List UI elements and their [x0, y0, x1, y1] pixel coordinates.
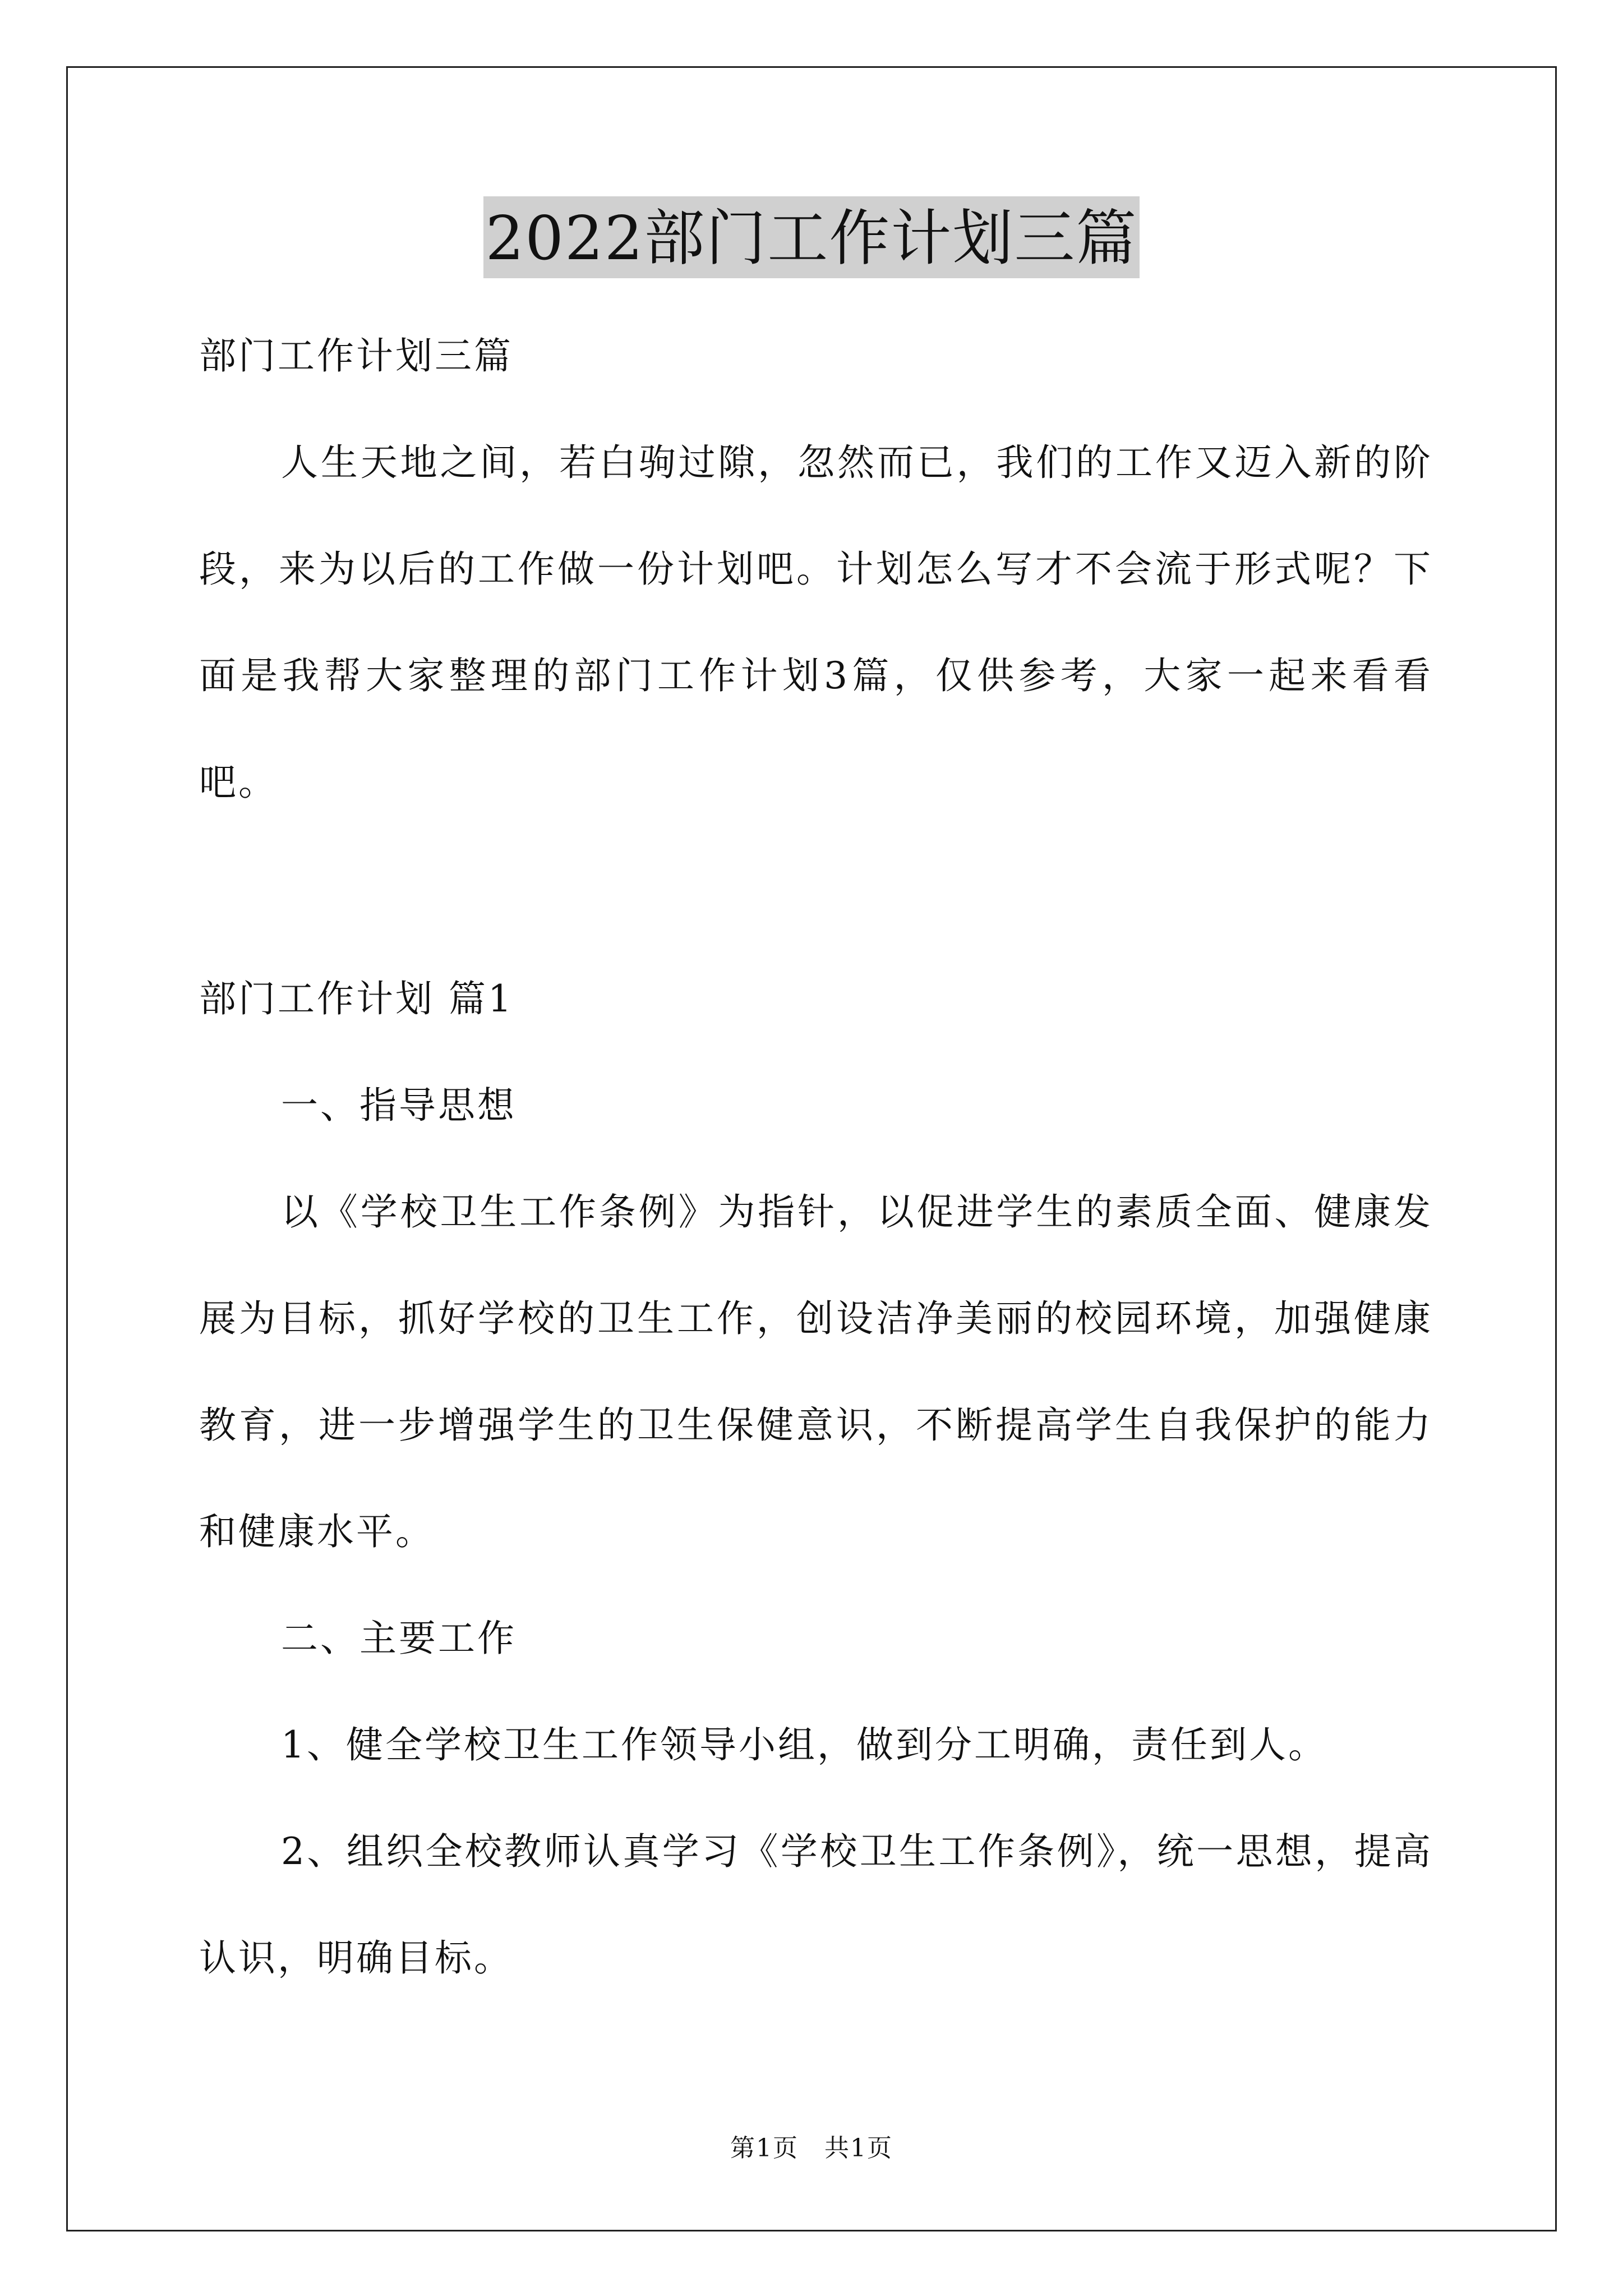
document-body — [199, 303, 1433, 2012]
page-number-current: 第1页 — [730, 2134, 799, 2162]
page-footer — [0, 2132, 1623, 2165]
intro-paragraph: 人生天地之间，若白驹过隙，忽然而已，我们的工作又迈入新的阶段，来为以后的工作做一份计划吧。计划怎么写才不会流于形式呢？下面是我帮大家整理的部门工作计划3篇，仅供参考，大家一起来看看吧。 — [199, 441, 1433, 804]
guiding-paragraph: 以《学校卫生工作条例》为指针，以促进学生的素质全面、健康发展为目标，抓好学校的卫生工作，创设洁净美丽的校园环境，加强健康教育，进一步增强学生的卫生保健意识，不断提高学生自我保护的能力和健康水平。 — [199, 1190, 1433, 1553]
document-title: 2022部门工作计划三篇 — [483, 196, 1140, 278]
section-heading: 部门工作计划 篇1 — [199, 977, 514, 1020]
work-item-1: 1、健全学校卫生工作领导小组，做到分工明确，责任到人。 — [281, 1723, 1327, 1766]
work-item-2: 2、组织全校教师认真学习《学校卫生工作条例》，统一思想，提高认识，明确目标。 — [199, 1830, 1433, 1980]
document-subtitle: 部门工作计划三篇 — [199, 334, 513, 378]
heading-main-work: 二、主要工作 — [281, 1617, 517, 1660]
heading-guiding-thought: 一、指导思想 — [281, 1084, 517, 1127]
page-number-total: 共1页 — [824, 2134, 893, 2162]
title-container — [0, 196, 1623, 278]
